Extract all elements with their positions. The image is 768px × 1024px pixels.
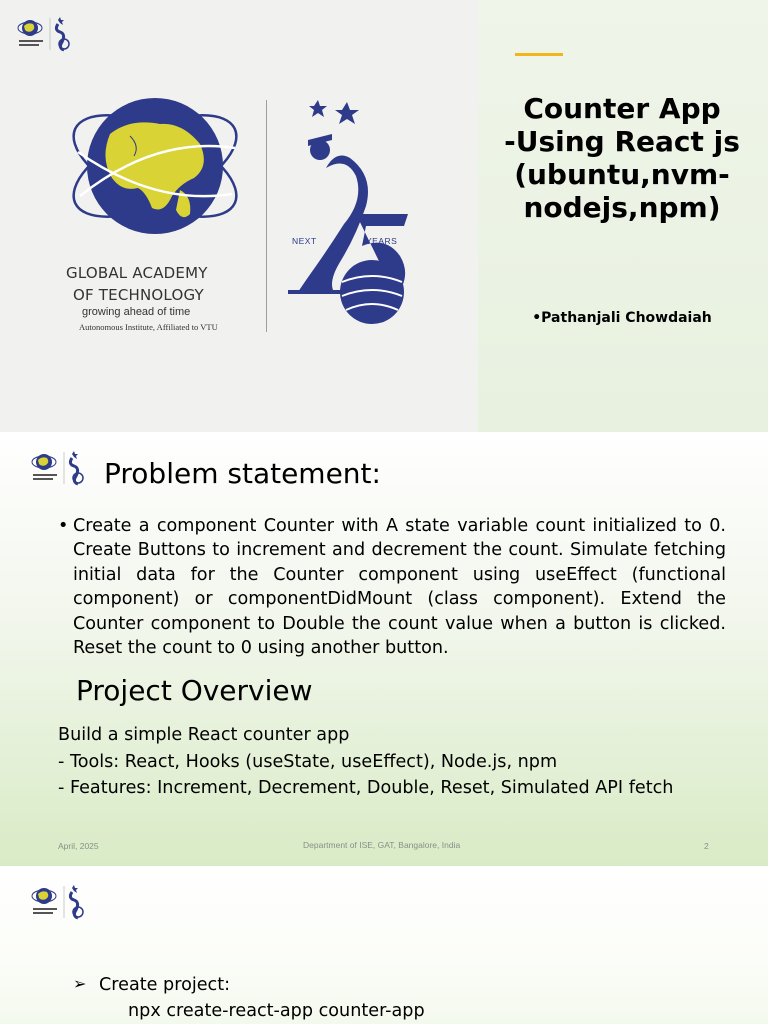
overview-line: - Features: Increment, Decrement, Double, Reset, Simulated API fetch (58, 778, 674, 798)
college-logo-icon (30, 450, 86, 490)
anniversary-25-icon (286, 96, 414, 336)
overview-line: - Tools: React, Hooks (useState, useEffect), Node.js, npm (58, 752, 558, 772)
anniversary-years-label: YEARS (366, 236, 398, 246)
create-project-command: npx create-react-app counter-app (128, 1001, 425, 1021)
author-name: •Pathanjali Chowdaiah (532, 310, 712, 326)
logo-divider (266, 100, 267, 332)
title-line: nodejs,npm) (523, 191, 721, 224)
college-name-line1: GLOBAL ACADEMY (66, 264, 208, 282)
bullet-marker: • (58, 516, 69, 536)
problem-statement-text: Create a component Counter with A state variable count initialized to 0. Create Buttons to increment and decrement the count. Simulate fetching initial data for the Counter component using useEffect (functional component) or componentDidMount (class component). Extend the Counter component to Double the count value when a button is clicked. Reset the count to 0 using another button. (73, 516, 726, 659)
problem-statement-heading: Problem statement: (104, 457, 381, 490)
title-accent-bar (515, 53, 563, 56)
setup-slide (0, 866, 768, 1024)
slide-title (486, 92, 758, 224)
footer-department: Department of ISE, GAT, Bangalore, India (303, 840, 461, 850)
arrow-bullet-icon: ➢ (73, 974, 87, 993)
title-line: Counter App (523, 92, 721, 125)
footer-date: April, 2025 (58, 841, 99, 851)
title-slide (0, 0, 768, 432)
college-name-line2: OF TECHNOLOGY (73, 286, 204, 304)
footer-page-number: 2 (704, 841, 709, 851)
title-line: -Using React js (504, 125, 740, 158)
overview-line: Build a simple React counter app (58, 725, 350, 745)
college-logo-icon (16, 16, 72, 56)
college-logo-icon (30, 884, 86, 924)
anniversary-next-label: NEXT (292, 236, 317, 246)
problem-statement-slide (0, 432, 768, 866)
title-line: (ubuntu,nvm- (514, 158, 730, 191)
college-tagline: growing ahead of time (82, 306, 191, 318)
college-affiliation: Autonomous Institute, Affiliated to VTU (79, 322, 218, 332)
step-create-project: Create project: (99, 975, 231, 995)
globe-logo-icon (60, 96, 250, 246)
project-overview-heading: Project Overview (76, 674, 313, 707)
